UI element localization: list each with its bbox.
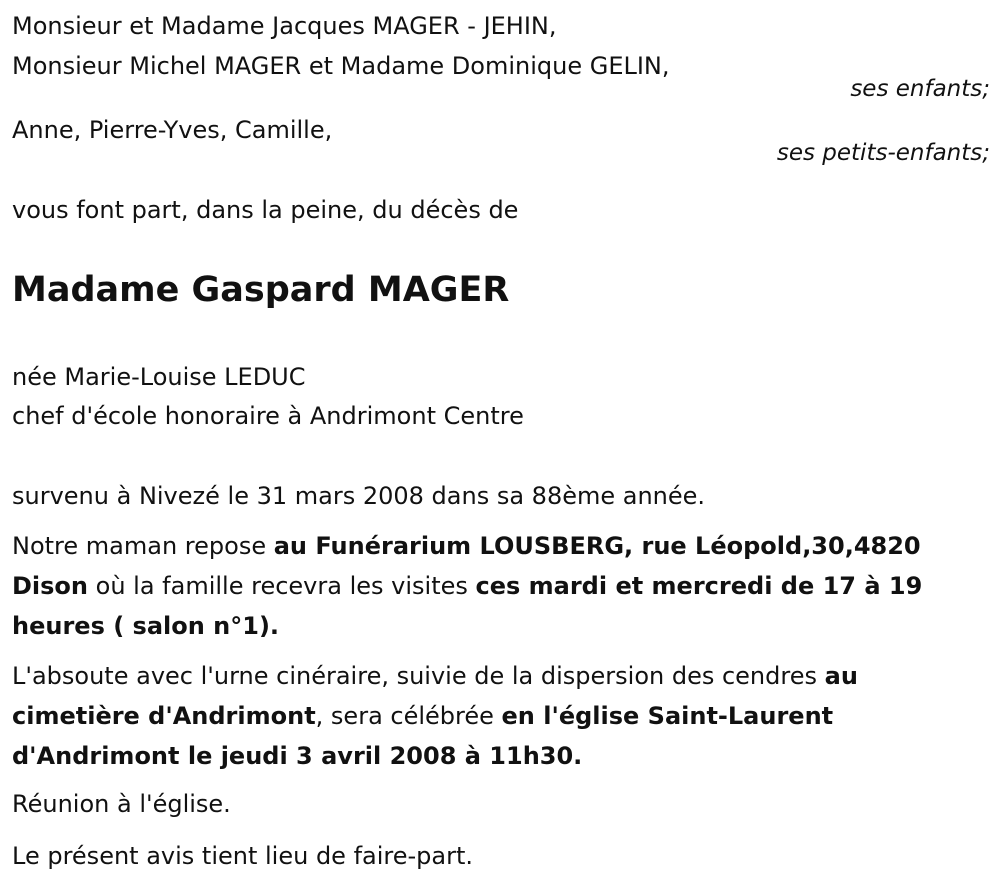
cemetery-name: au cimetière d'Andrimont [12, 662, 858, 730]
maiden-name-line: née Marie-Louise LEDUC [12, 363, 306, 391]
ceremony-paragraph [12, 656, 972, 776]
title-line: chef d'école honoraire à Andrimont Centre [12, 402, 524, 430]
announcement-line: vous font part, dans la peine, du décès de [12, 196, 519, 224]
repose-text-2: où la famille recevra les visites [88, 572, 476, 600]
reunion-line: Réunion à l'église. [12, 790, 231, 818]
ceremony-text-2: , sera célébrée [315, 702, 502, 730]
children-label: ses enfants; [850, 76, 990, 102]
closing-line: Le présent avis tient lieu de faire-part. [12, 842, 474, 870]
visiting-hours: ces mardi et mercredi de 17 à 19 heures ( salon n°1). [12, 572, 923, 640]
family-line-1: Monsieur et Madame Jacques MAGER - JEHIN, [12, 12, 557, 40]
repose-paragraph [12, 526, 972, 646]
grandchildren-line: Anne, Pierre-Yves, Camille, [12, 116, 333, 144]
death-line: survenu à Nivezé le 31 mars 2008 dans sa 88ème année. [12, 482, 706, 510]
ceremony-text-1: L'absoute avec l'urne cinéraire, suivie de la dispersion des cendres [12, 662, 825, 690]
funerarium-address: au Funérarium LOUSBERG, rue Léopold,30,4820 Dison [12, 532, 921, 600]
grandchildren-label: ses petits-enfants; [776, 140, 990, 166]
family-line-2: Monsieur Michel MAGER et Madame Dominique GELIN, [12, 52, 670, 80]
church-and-date: en l'église Saint-Laurent d'Andrimont le jeudi 3 avril 2008 à 11h30. [12, 702, 834, 770]
deceased-name: Madame Gaspard MAGER [12, 270, 510, 310]
repose-text-1: Notre maman repose [12, 532, 274, 560]
